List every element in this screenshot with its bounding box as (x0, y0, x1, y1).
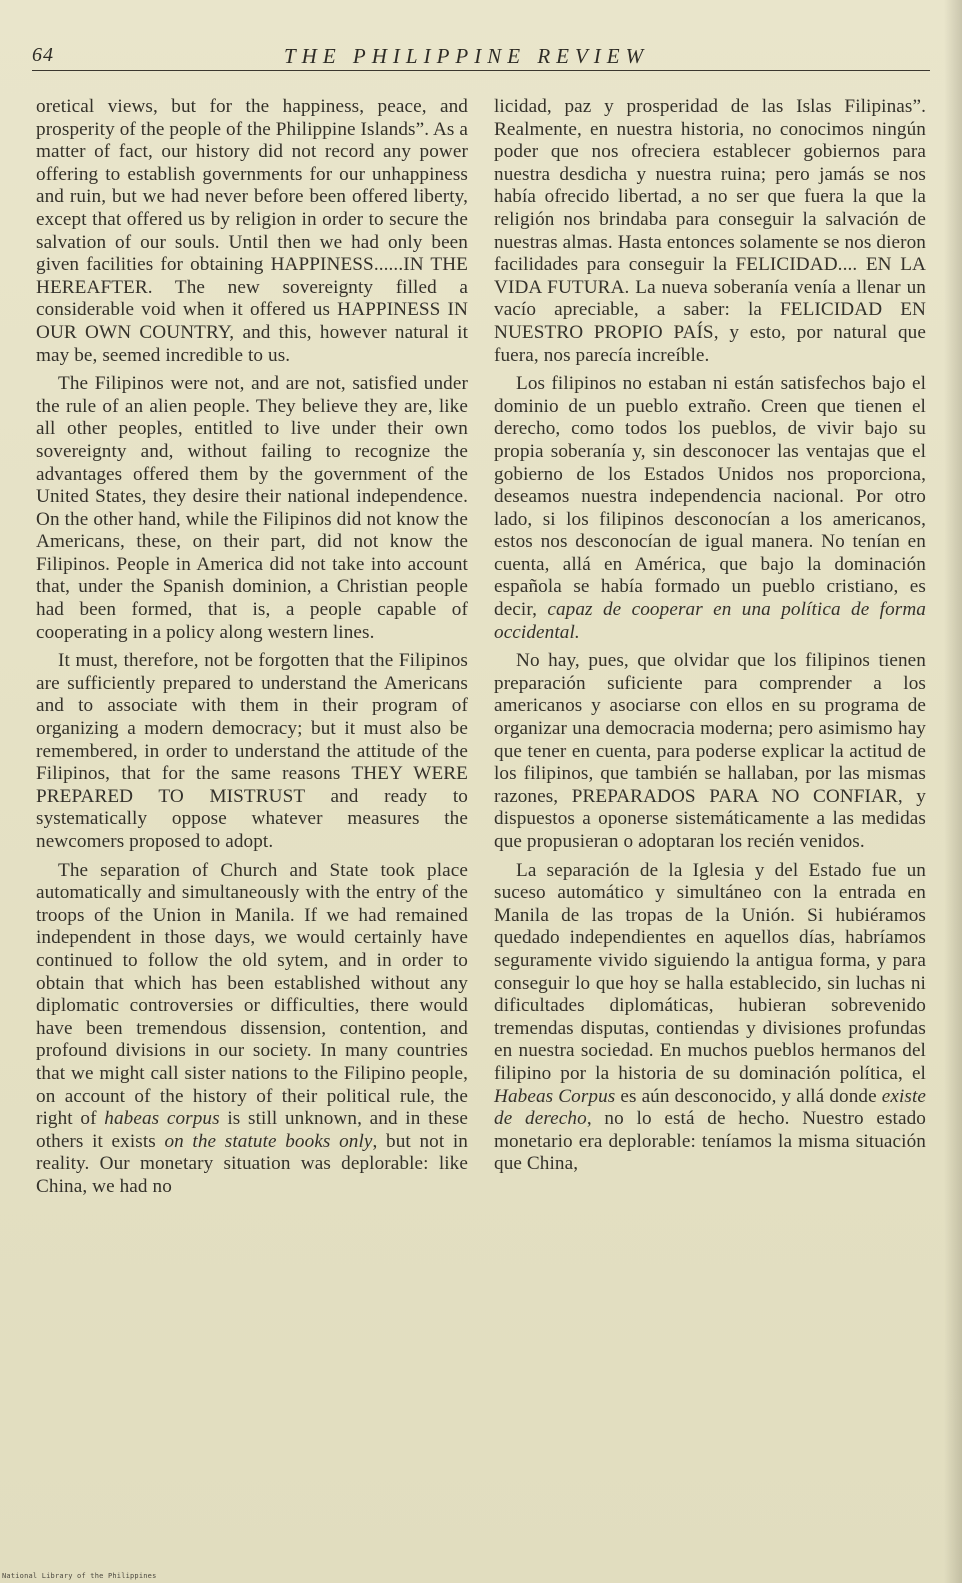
italic-text: capaz de cooperar en una política de forma occidental. (494, 599, 927, 643)
header-rule (32, 70, 930, 71)
page-number: 64 (32, 44, 54, 66)
text-run: Los filipinos no estaban ni están satisfechos bajo el dominio de un pueblo extraño. Creen que tienen el derecho, como todos los pueblos, de vivir bajo su propia soberanía y, sin desconocer las ventajas que el gobierno de los Estados Unidos nos proporciona, deseamos nuestra independencia nacional. Por otro lado, si los filipinos desconocían a los americanos, estos nos desconocían de igual manera. No tenían en cuenta, allá en América, que bajo la dominación española se había formado un pueblo cristiano, es decir, (494, 373, 926, 621)
spanish-column (494, 96, 926, 1182)
text-run: The Filipinos were not, and are not, satisfied under the rule of an alien people. They believe they are, like all other peoples, entitled to live under their own sovereignty and, without failing to recognize the advantages offered them by the government of the United States, they desire their national independence. On the other hand, while the Filipinos did not know the Americans, these, on their part, did not know the Filipinos. People in America did not take into account that, under the Spanish dominion, a Christian people had been formed, that is, a people capable of cooperating in a policy along western lines. (36, 373, 468, 643)
italic-text: Habeas Corpus (494, 1085, 616, 1107)
text-run: oretical views, but for the happiness, peace, and prosperity of the people of the Philippine Islands”. As a matter of fact, our history did not record any power offering to establish governments for our unhappiness and ruin, but we had never before been offered liberty, except that offered us by religion in order to secure the salvation of our souls. Until then we had only been given facilities for obtaining HAPPINESS......IN THE HEREAFTER. The new sovereignty filled a considerable void when it offered us HAPPINESS IN OUR OWN COUNTRY, and this, however natural it may be, seemed incredible to us. (36, 96, 469, 366)
english-column (36, 96, 468, 1205)
paragraph (494, 96, 926, 367)
paragraph (36, 650, 468, 853)
page-edge-shadow (944, 0, 962, 1583)
library-credit: National Library of the Philippines (2, 1572, 157, 1580)
page-header (32, 44, 932, 70)
text-run: licidad, paz y prosperidad de las Islas Filipinas”. Realmente, en nuestra historia, no conocimos ningún poder que nos ofreciera establecer gobiernos para nuestra desdicha y nuestra ruina; pero jamás se nos había ofrecido libertad, a no ser que fuera la que la religión nos brindaba para conseguir la salvación de nuestras almas. Hasta entonces solamente se nos dieron facilidades para conseguir la FELICIDAD.... EN LA VIDA FUTURA. La nueva soberanía venía a llenar un vacío apreciable, a saber: la FELICIDAD EN NUESTRO PROPIO PAÍS, y esto, por natural que fuera, nos parecía increíble. (494, 96, 926, 366)
text-run: La separación de la Iglesia y del Estado fue un suceso automático y simultáneo con la entrada en Manila de las tropas de la Unión. Si hubiéramos quedado independientes en aquellos días, habríamos seguramente vivido siguiendo la antigua forma, y para conseguir lo que hoy se halla establecido, sin luchas ni dificultades diplomáticas, hubieran sobrevenido tremendas disputas, contiendas y divisiones profundas en nuestra sociedad. En muchos pueblos hermanos del filipino por la historia de su dominación política, el (494, 859, 926, 1084)
paragraph (494, 860, 926, 1176)
text-run: , no lo está de hecho. Nuestro estado monetario era deplorable: teníamos la misma situación que China, (494, 1108, 926, 1175)
text-run: , but not in reality. Our monetary situation was deplorable: like China, we had no (36, 1130, 468, 1197)
paragraph (36, 860, 468, 1199)
paragraph (494, 650, 926, 853)
text-run: is still unknown, and in these others it exists (36, 1108, 469, 1152)
paragraph (494, 373, 926, 644)
text-run: It must, therefore, not be forgotten that the Filipinos are sufficiently prepared to understand the Americans and to associate with them in their program of organizing a modern democracy; but it must also be remembered, in order to understand the attitude of the Filipinos, that for the same reasons THEY WERE PREPARED TO MISTRUST and ready to systematically oppose whatever measures the newcomers proposed to adopt. (36, 650, 468, 852)
text-run: No hay, pues, que olvidar que los filipinos tienen preparación suficiente para comprender a los americanos y asociarse con ellos en su programa de organizar una democracia moderna; pero asimismo hay que tener en cuenta, para poderse explicar la actitud de los filipinos, que también se hallaban, por las mismas razones, PREPARADOS PARA NO CONFIAR, y dispuestos a oponerse sistemáticamente a las medidas que propusieran o adoptaran los recién venidos. (494, 650, 926, 852)
italic-text: existe de derecho (494, 1085, 926, 1130)
paragraph (36, 96, 468, 367)
paragraph (36, 373, 468, 644)
italic-text: habeas corpus (104, 1108, 220, 1130)
text-run: The separation of Church and State took place automatically and simultaneously with the entry of the troops of the Union in Manila. If we had remained independent in those days, we would certainly have continued to follow the old sytem, and in order to obtain that which has been established without any diplomatic controversies or difficulties, there would have been tremendous dissension, contention, and profound divisions in our society. In many countries that we might call sister nations to the Filipino people, on account of the history of their political rule, the right of (36, 859, 468, 1130)
text-run: es aún desconocido, y allá donde (615, 1085, 882, 1107)
running-title: THE PHILIPPINE REVIEW (284, 44, 650, 68)
italic-text: on the statute books only (164, 1130, 373, 1152)
